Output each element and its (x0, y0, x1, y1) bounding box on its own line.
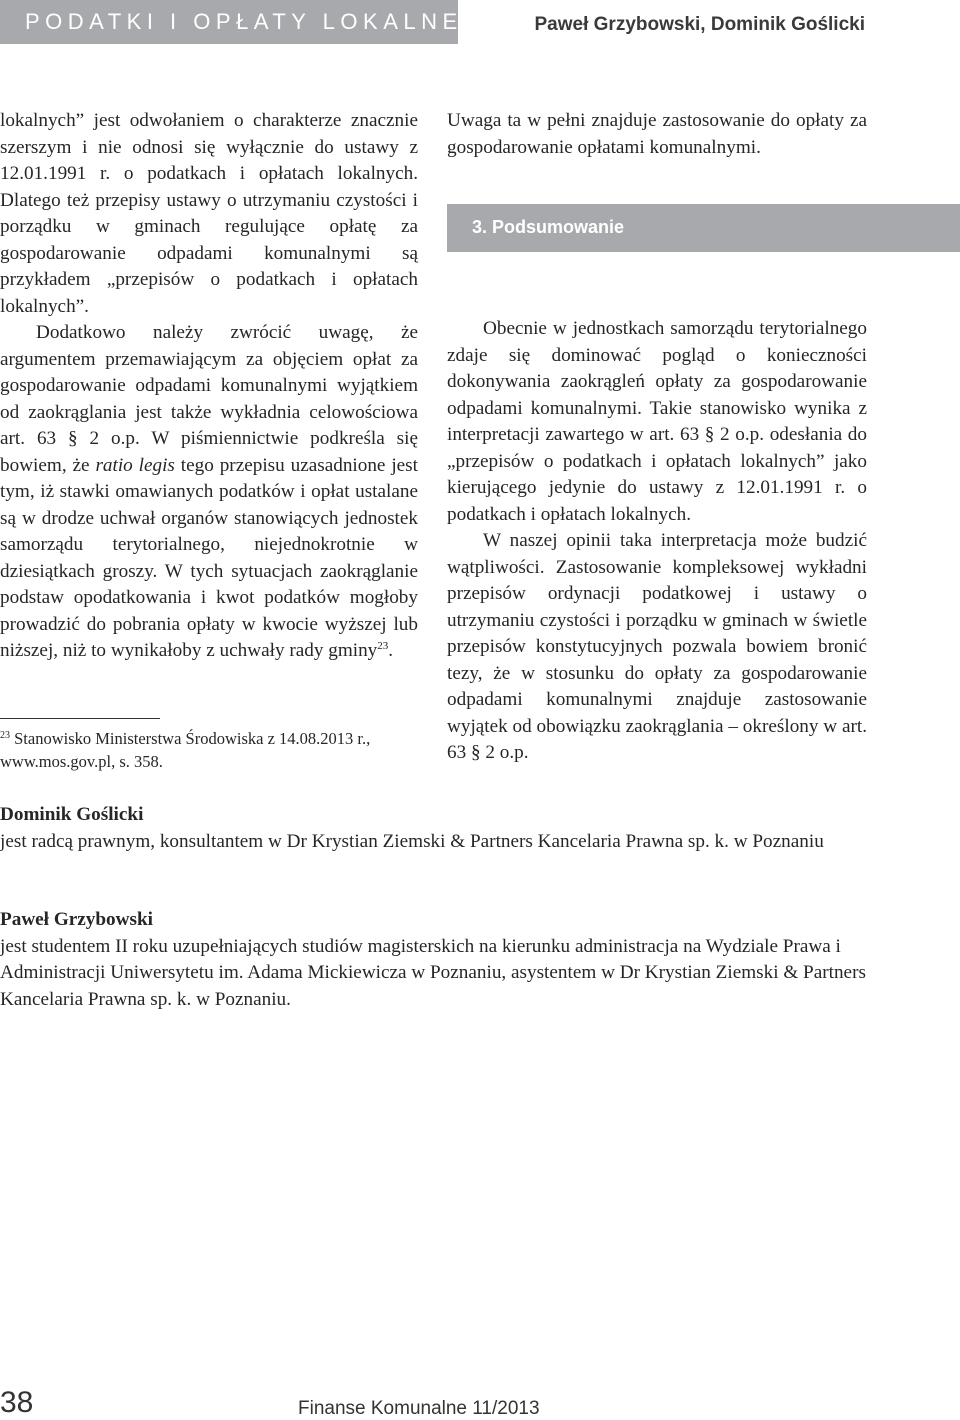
author-bio-text-1: jest radcą prawnym, konsultantem w Dr Krystian Ziemski & Partners Kancelaria Prawna sp. k. w Poznaniu (0, 830, 824, 852)
right-paragraph-3: W naszej opinii taka interpretacja może budzić wątpliwości. Zastosowanie kompleksowej wykładni przepisów ordynacji podatkowej i ustawy o utrzymaniu czystości i porządku w gminach w świetle przepisów konstytucyjnych pozwala bowiem bronić tezy, że w stosunku do opłaty za gospodarowanie odpadami komunalnymi znajduje zastosowanie wyjątek od obowiązku zaokrąglania – określony w art. 63 § 2 o.p. (447, 530, 867, 763)
header-authors: Paweł Grzybowski, Dominik Goślicki (534, 14, 865, 35)
ratio-legis-italic: ratio legis (95, 454, 175, 476)
left-paragraph-2-end: . (388, 640, 394, 661)
left-paragraph-2-part-1: Dodatkowo należy zwrócić uwagę, że argumentem przemawiającym za objęciem opłat za gospodarowanie odpadami komunalnymi wyjątkiem od zaokrąglania jest także wykładnia celowościowa art. 63 § 2 o.p. W piśmiennictwie podkreśla się bowiem, że (0, 322, 418, 476)
right-paragraph-1: Uwaga ta w pełni znajduje zastosowanie do opłaty za gospodarowanie opłatami komunalnymi. (447, 110, 867, 158)
page-number: 38 (0, 1386, 34, 1419)
left-column (0, 108, 418, 665)
right-paragraph-2: Obecnie w jednostkach samorządu terytorialnego zdaje się dominować pogląd o konieczności dokonywania zaokrągleń opłaty za gospodarowanie odpadami komunalnymi. Takie stanowisko wynika z interpretacji zawartego w art. 63 § 2 o.p. odesłania do „przepisów o podatkach i opłatach lokalnych” jako kierującego jedynie do ustawy z 12.01.1991 r. o podatkach i opłatach lokalnych. (447, 318, 867, 525)
author-name-2: Paweł Grzybowski (0, 909, 153, 930)
left-paragraph-1: lokalnych” jest odwołaniem o charakterze znacznie szerszym i nie odnosi się wyłącznie do ustawy z 12.01.1991 r. o podatkach i opłatach lokalnych. Dlatego też przepisy ustawy o utrzymaniu czystości i porządku w gminach regulujące opłatę za gospodarowanie odpadami komunalnymi są przykładem „przepisów o podatkach i opłatach lokalnych”. (0, 110, 418, 317)
left-paragraph-2 (0, 320, 418, 665)
footnote-reference: 23 (377, 640, 389, 652)
section-label: PODATKI I OPŁATY LOKALNE (25, 9, 463, 34)
author-name-1: Dominik Goślicki (0, 804, 144, 825)
section-header-band (0, 0, 463, 44)
footnote-text: Stanowisko Ministerstwa Środowiska z 14.08.2013 r., www.mos.gov.pl, s. 358. (0, 729, 371, 771)
author-bio-1 (0, 802, 900, 855)
right-column (447, 108, 867, 767)
footnote-number: 23 (0, 730, 10, 741)
footnote (0, 727, 430, 773)
footnote-divider (0, 718, 160, 719)
journal-name: Finanse Komunalne 11/2013 (298, 1398, 540, 1419)
author-bio-text-2: jest studentem II roku uzupełniających studiów magisterskich na kierunku administracja na Wydziale Prawa i Administracji Uniwersytetu im. Adama Mickiewicza w Poznaniu, asystentem w Dr Krystian Ziemski & Partners Kancelaria Prawna sp. k. w Poznaniu. (0, 935, 866, 1010)
section-heading: 3. Podsumowanie (472, 217, 625, 237)
left-paragraph-2-part-2: tego przepisu uzasadnione jest tym, iż stawki omawianych podatków i opłat ustalane są w drodze uchwał organów stanowiących jednostek samorządu terytorialnego, niejednokrotnie w dziesiątkach groszy. W tych sytuacjach zaokrąglanie podstaw opodatkowania i kwot podatków mogłoby prowadzić do pobrania opłaty w kwocie wyższej lub niższej, niż to wynikałoby z uchwały rady gminy (0, 454, 418, 661)
author-bio-2 (0, 907, 900, 1013)
